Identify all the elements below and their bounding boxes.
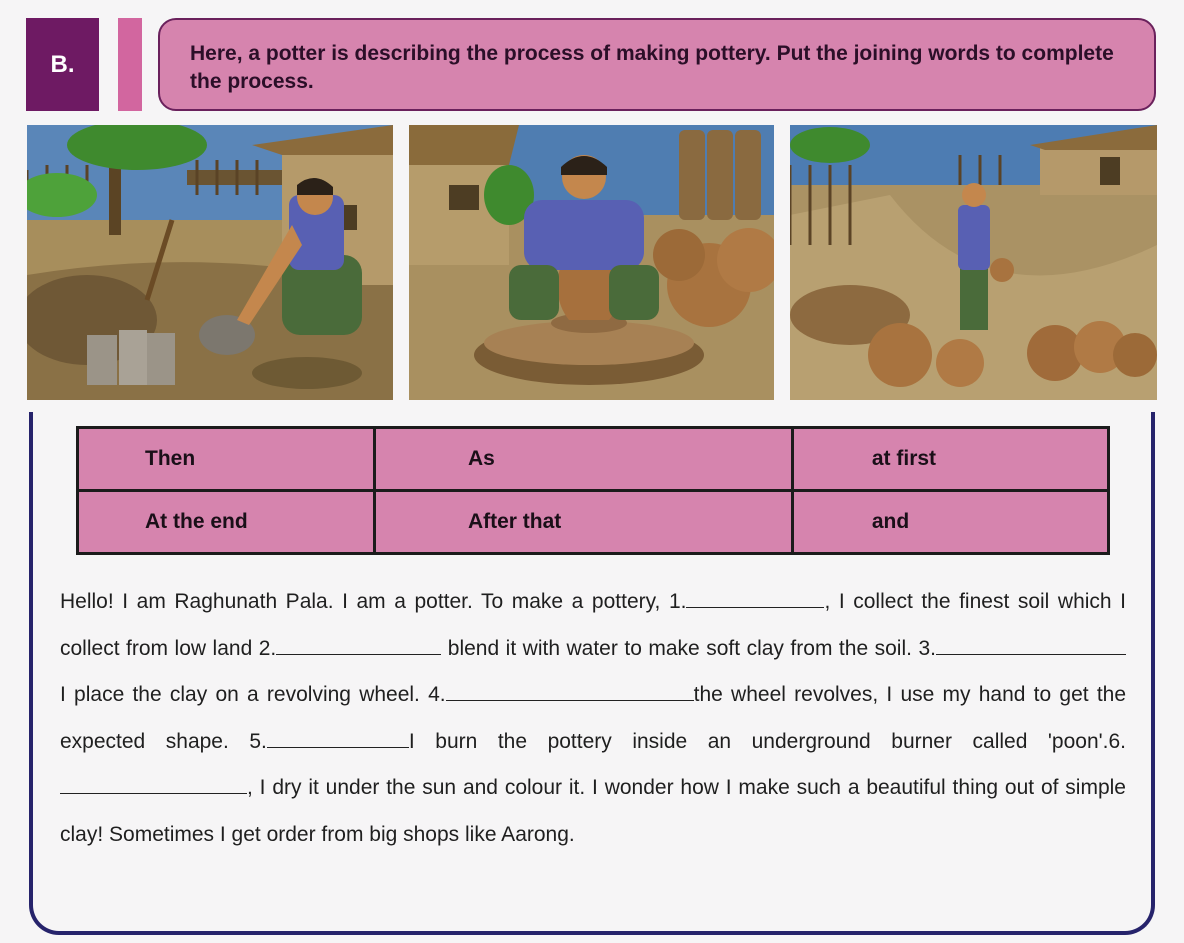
word-row: [78, 491, 1109, 554]
answer-blank-1[interactable]: [686, 587, 824, 608]
passage-segment: I burn the pottery inside an underground burner called 'poon'.6.: [408, 729, 1127, 753]
word-cell: at first: [792, 428, 1108, 491]
passage-segment: Hello! I am Raghunath Pala. I am a potter. To make a pottery, 1.: [60, 590, 687, 613]
answer-blank-3[interactable]: [936, 634, 1126, 655]
potter-at-wheel-illustration: [409, 125, 774, 400]
passage-segment: , I dry it under the sun and colour it. I wonder how I make such a beautiful thing out of simple clay! Sometimes I get order from big shops like Aarong.: [60, 776, 1126, 846]
instruction-box: [158, 18, 1156, 111]
passage-segment: blend it with water to make soft clay from the soil. 3.: [441, 636, 936, 660]
passage-text: [60, 579, 1126, 858]
word-cell: As: [374, 428, 792, 491]
section-accent-bar: [118, 18, 142, 111]
answer-blank-6[interactable]: [60, 773, 247, 794]
word-cell: Then: [78, 428, 375, 491]
passage-segment: I place the clay on a revolving wheel. 4.: [60, 683, 446, 706]
answer-blank-4[interactable]: [446, 680, 694, 701]
instruction-text: Here, a potter is describing the process of making pottery. Put the joining words to complete the process.: [190, 42, 1114, 93]
potter-with-finished-pots-illustration: [790, 125, 1157, 400]
section-badge: [26, 18, 99, 111]
word-row: [78, 428, 1109, 491]
answer-blank-5[interactable]: [267, 727, 409, 748]
passage-segment: , I collect the finest soil which I collect from low land 2.: [60, 590, 1126, 660]
section-label: B.: [50, 50, 75, 78]
answer-blank-2[interactable]: [276, 634, 441, 655]
word-cell: and: [792, 491, 1108, 554]
word-cell: After that: [374, 491, 792, 554]
potter-digging-soil-illustration: [27, 125, 393, 400]
word-cell: At the end: [78, 491, 375, 554]
joining-words-table: [76, 426, 1110, 555]
passage-segment: the wheel revolves, I use my hand to get the expected shape. 5.: [60, 683, 1127, 753]
